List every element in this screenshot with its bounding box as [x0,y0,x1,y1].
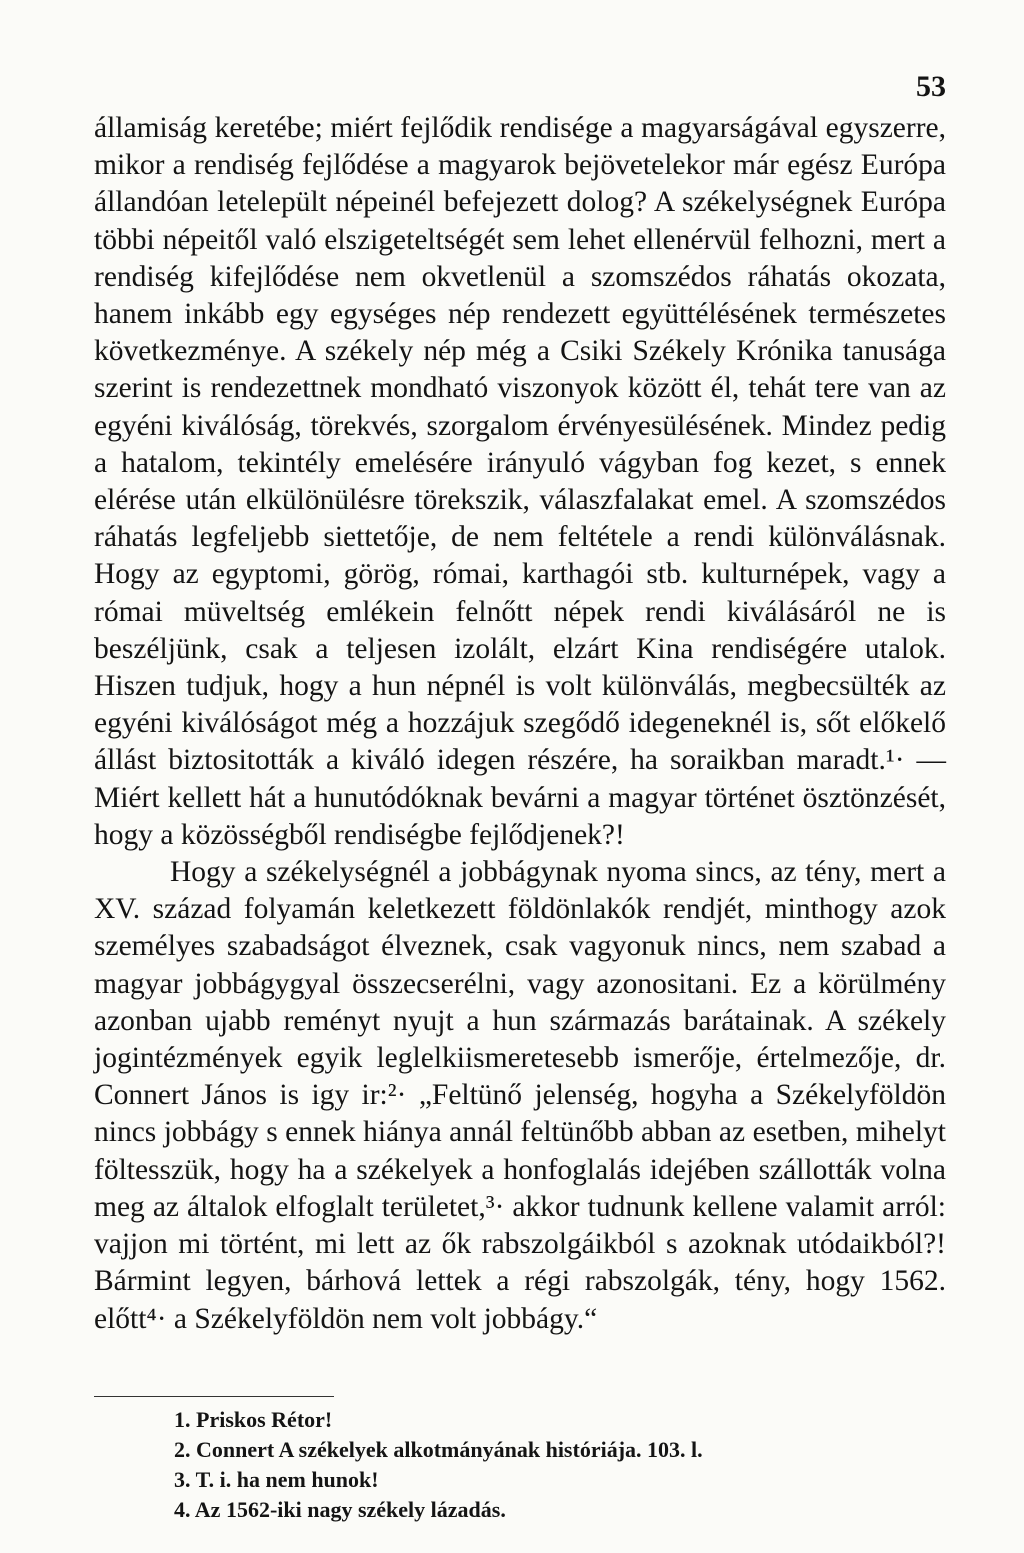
paragraph-2: Hogy a székelységnél a jobbágynak nyoma sincs, az tény, mert a XV. század folyamán keletkezett földönlakók rendjét, minthogy azok személyes szabadságot élveznek, csak vagyonuk nincs, nem szabad a magyar jobbágygyal összecserélni, vagy azonositani. Ez a körülmény azonban ujabb reményt nyujt a hun származás barátainak. A székely jogintézmények egyik leglelkiismeretesebb ismerője, értelmezője, dr. Connert János is igy ir:²· „Feltünő jelenség, hogyha a Székelyföldön nincs jobbágy s ennek hiánya annál feltünőbb abban az esetben, mihelyt föltesszük, hogy ha a székelyek a honfoglalás idejében szállották volna meg az általok elfoglalt területet,³· akkor tudnunk kellene valamit arról: vajjon mi történt, mi lett az ők rabszolgáikból s azoknak utódaikból?! Bármint legyen, bárhová lettek a régi rabszolgák, tény, hogy 1562. előtt⁴· a Székelyföldön nem volt jobbágy.“ [94,856,946,1335]
book-page [94,0,946,1553]
footnote-4: 4. Az 1562-iki nagy székely lázadás. [174,1497,506,1522]
footnotes [174,1405,934,1525]
body-text [94,110,946,1338]
footnote-3: 3. T. i. ha nem hunok! [174,1467,379,1492]
footnote-2: 2. Connert A székelyek alkotmányának históriája. 103. l. [174,1437,703,1462]
page-number: 53 [916,70,946,103]
paragraph-1: államiság keretébe; miért fejlődik rendisége a magyarságával egyszerre, mikor a rendiség fejlődése a magyarok bejövetelekor már egész Európa állandóan letelepült népeinél befejezett dolog? A székelységnek Európa többi népeitől való elszigeteltségét sem lehet ellenérvül felhozni, mert a rendiség kifejlődése nem okvetlenül a szomszédos ráhatás okozata, hanem inkább egy egységes nép rendezett együttélésének természetes következménye. A székely nép még a Csiki Székely Krónika tanusága szerint is rendezettnek mondható viszonyok között él, tehát tere van az egyéni kiválóság, törekvés, szorgalom érvényesülésének. Mindez pedig a hatalom, tekintély emelésére irányuló vágyban fog kezet, s ennek elérése után elkülönülésre törekszik, válaszfalakat emel. A szomszédos ráhatás legfeljebb siettetője, de nem feltétele a rendi különválásnak. Hogy az egyptomi, görög, római, karthagói stb. kulturnépek, vagy a római müveltség emlékein felnőtt népek rendi kiválásáról ne is beszéljünk, csak a teljesen izolált, elzárt Kina rendiségére utalok. Hiszen tudjuk, hogy a hun népnél is volt különválás, megbecsülték az egyéni kiválóságot még a hozzájuk szegődő idegeneknél is, sőt előkelő állást biztositották a kiváló idegen részére, ha soraikban maradt.¹· — Miért kellett hát a hunutódóknak bevárni a magyar történet ösztönzését, hogy a közösségből rendiségbe fejlődjenek?! [94,112,946,851]
footnote-1: 1. Priskos Rétor! [174,1407,333,1432]
footnote-divider [94,1396,334,1397]
